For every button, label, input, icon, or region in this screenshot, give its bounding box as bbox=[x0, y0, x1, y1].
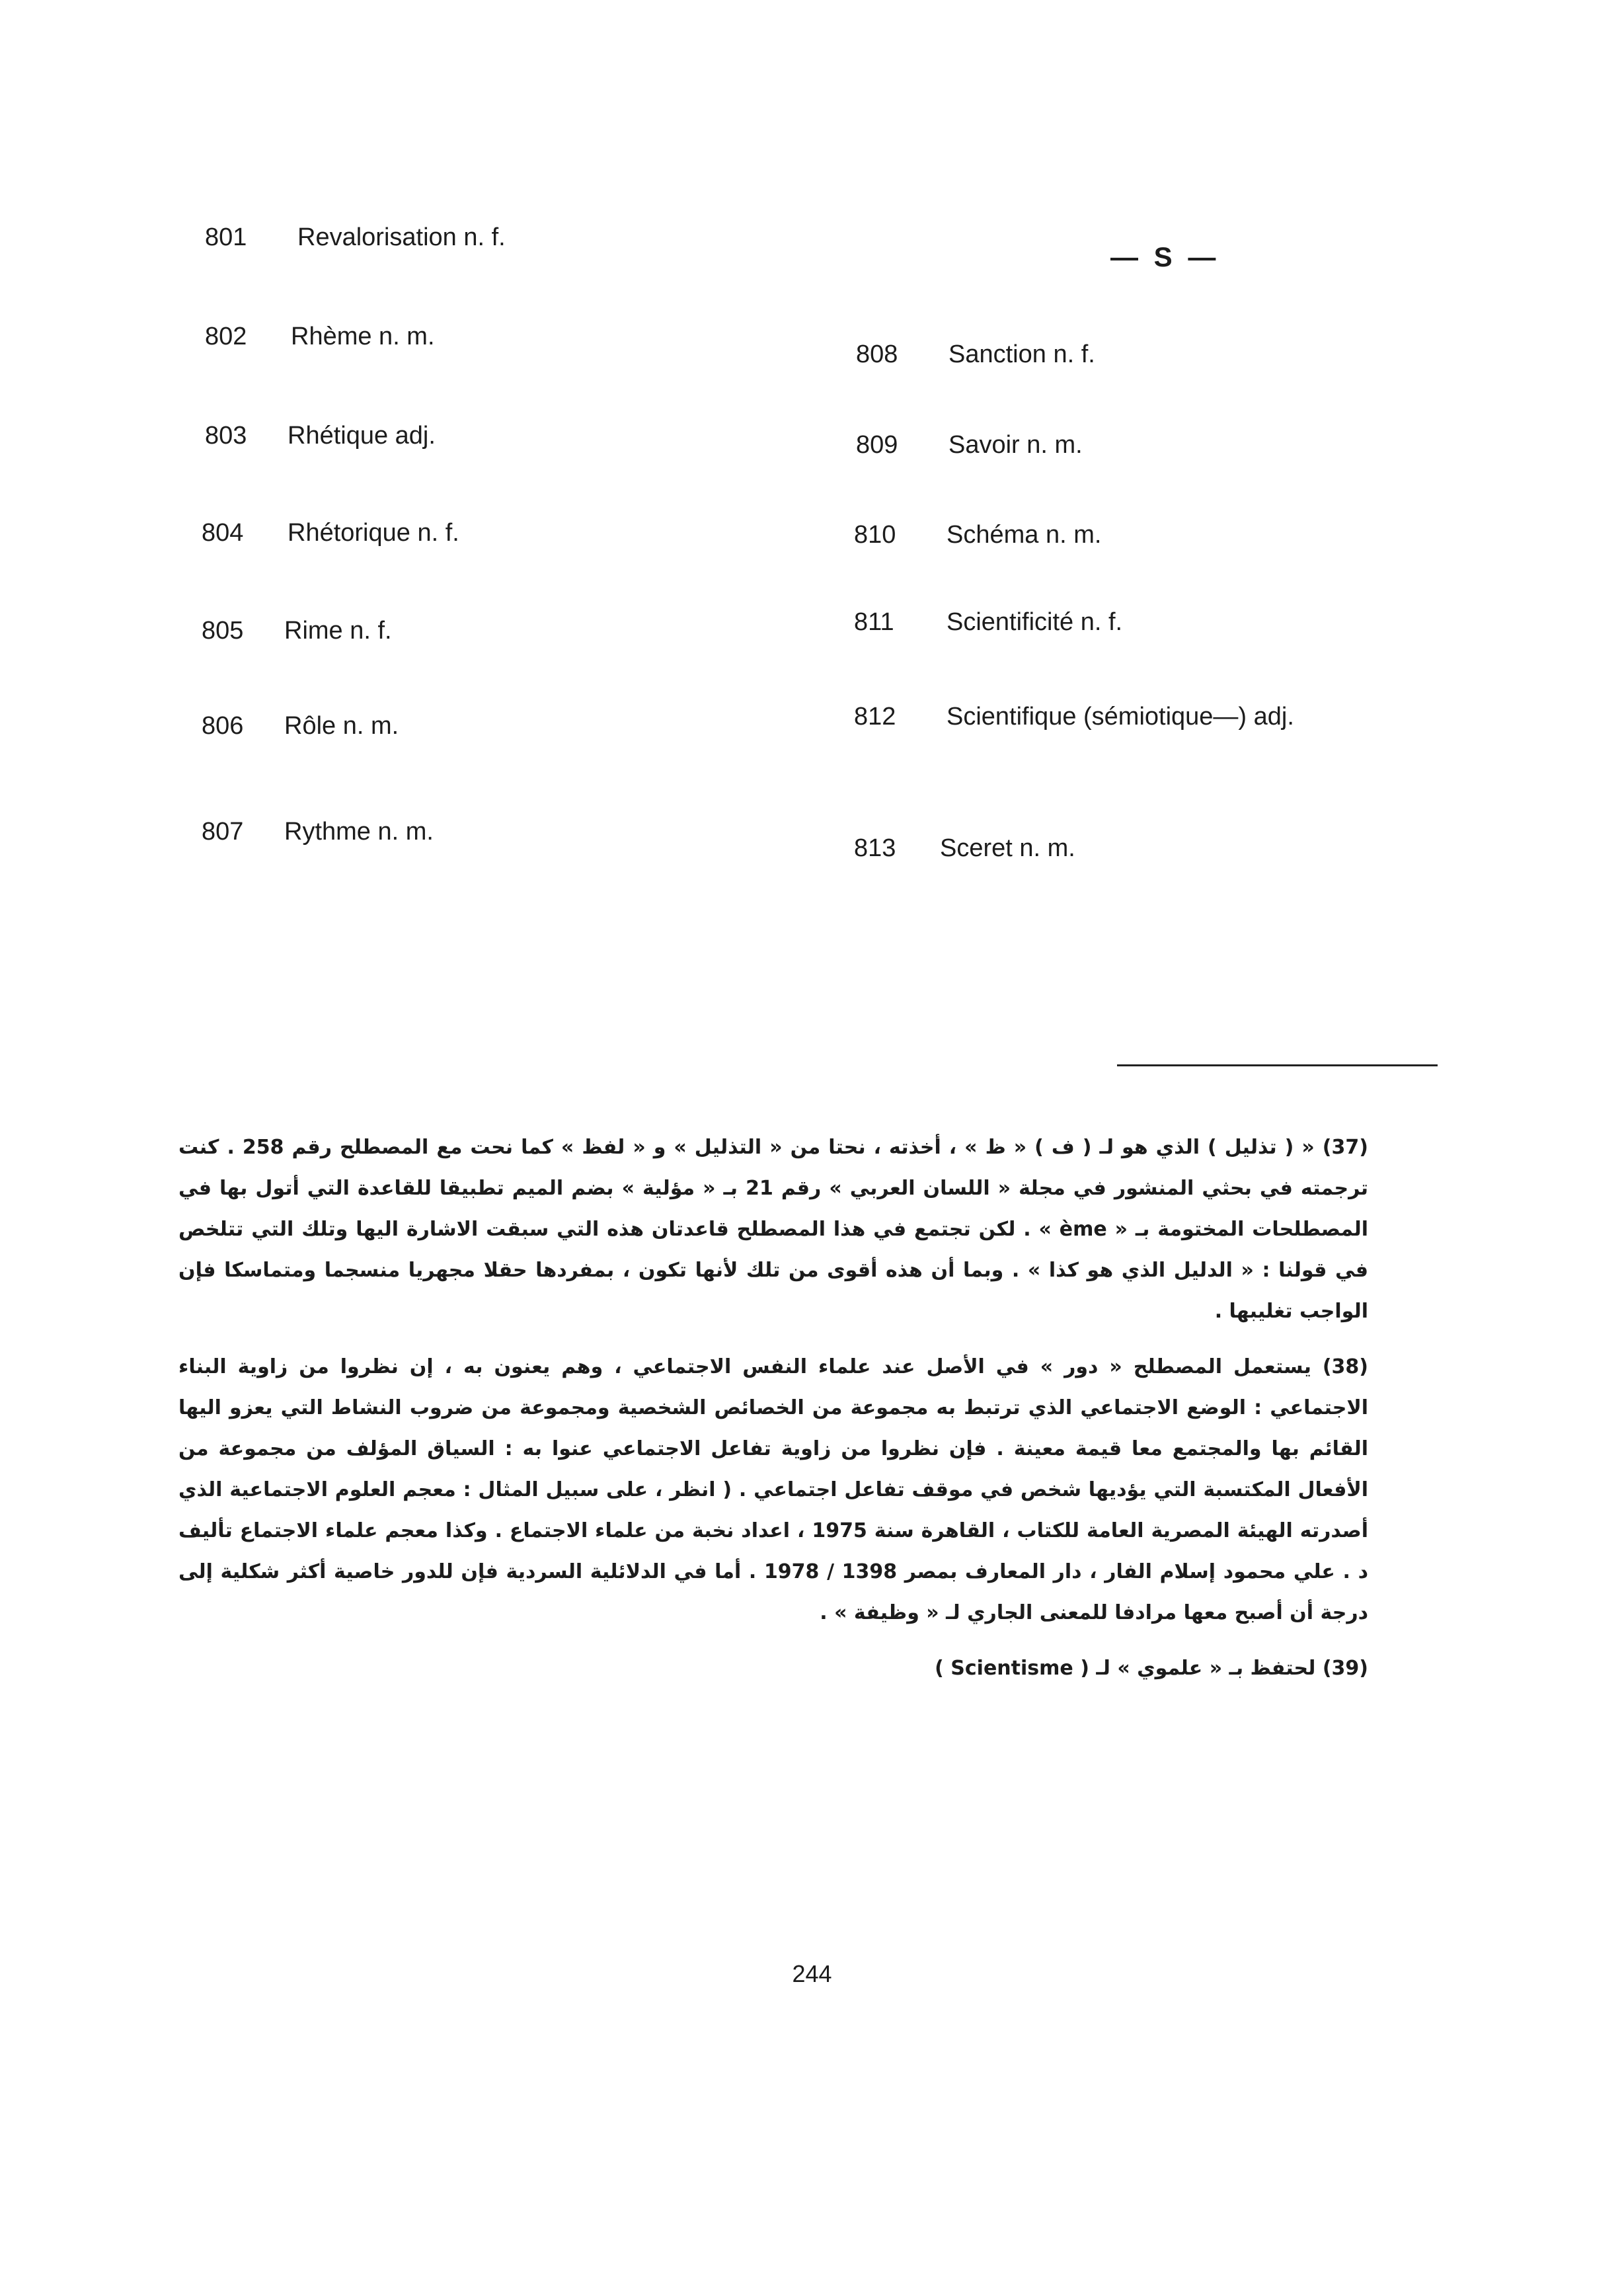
entry-number: 811 bbox=[854, 608, 894, 636]
entry-term: Rhème n. m. bbox=[291, 323, 435, 350]
footnote-37: (37) « ( تذليل ) الذي هو لـ ( ف ) « ظ » ، أخذته ، نحتا من « التذليل » و « لفظ » كما نحت مع المصطلح رقم 258 . كنت ترجمته في بحثي المنشور في مجلة « اللسان العربي » رقم 21 بـ « مؤلية » بضم الميم تطبيقا للقاعدة التي أتول بها في المصطلحات المختومة بـ « ème » . لكن تجتمع في هذا المصطلح قاعدتان هذه التي سبقت الاشارة اليها وتلك التي تتلخص في قولنا : « الدليل الذي هو كذا » . وبما أن هذه أقوى من تلك لأنها تكون ، بمفردها حقلا مجهريا منسجما ومتماسكا فإن الواجب تغليبها . bbox=[178, 1136, 1368, 1323]
entry-number: 805 bbox=[202, 617, 244, 645]
entry-number: 812 bbox=[854, 703, 896, 731]
footnotes bbox=[178, 1127, 1368, 1704]
entry-number: 801 bbox=[205, 223, 247, 251]
entry-number: 804 bbox=[202, 519, 244, 547]
footnote-rule bbox=[1117, 1064, 1438, 1066]
entry-term: Sanction n. f. bbox=[948, 340, 1095, 368]
entry-term: Rôle n. m. bbox=[284, 712, 399, 740]
entry-term: Rhétorique n. f. bbox=[288, 519, 459, 547]
entry-number: 810 bbox=[854, 521, 896, 549]
entry-number: 806 bbox=[202, 712, 244, 740]
footnote-38: (38) يستعمل المصطلح « دور » في الأصل عند علماء النفس الاجتماعي ، وهم يعنون به ، إن نظروا من زاوية البناء الاجتماعي : الوضع الاجتماعي الذي ترتبط به مجموعة من الخصائص الشخصية ومجموعة من ضروب النشاط التي يعزو اليها القائم بها والمجتمع معا قيمة معينة . فإن نظروا من زاوية تفاعل الاجتماعي عنوا به : السياق المؤلف من مجموعة من الأفعال المكتسبة التي يؤديها شخص في موقف تفاعل اجتماعي . ( انظر ، على سبيل المثال : معجم العلوم الاجتماعية الذي أصدرته الهيئة المصرية العامة للكتاب ، القاهرة سنة 1975 ، اعداد نخبة من علماء الاجتماع . وكذا معجم علماء الاجتماع تأليف د . علي محمود إسلام الفار ، دار المعارف بمصر 1398 / 1978 . أما في الدلائلية السردية فإن للدور خاصية أكثر شكلية إلى درجة أن أصبح معها مرادفا للمعنى الجاري لـ « وظيفة » . bbox=[178, 1355, 1369, 1624]
entry-number: 803 bbox=[205, 422, 247, 450]
section-letter: — S — bbox=[1110, 241, 1220, 272]
entry-term: Sceret n. m. bbox=[940, 834, 1075, 862]
footnote-39: (39) لحتفظ بـ « علموي » لـ ( Scientisme ) bbox=[935, 1657, 1368, 1680]
entry-number: 808 bbox=[856, 340, 898, 368]
entry-term: Scientificité n. f. bbox=[947, 608, 1123, 636]
page-number: 244 bbox=[792, 1960, 832, 1987]
entry-number: 813 bbox=[854, 834, 896, 862]
entry-number: 802 bbox=[205, 323, 247, 350]
entry-number: 807 bbox=[202, 818, 244, 846]
entry-term: Revalorisation n. f. bbox=[297, 223, 506, 251]
entry-term: Scientifique (sémiotique—) adj. bbox=[947, 703, 1294, 731]
entry-term: Rime n. f. bbox=[284, 617, 392, 645]
entry-number: 809 bbox=[856, 431, 898, 459]
entry-term: Rythme n. m. bbox=[284, 818, 434, 846]
entry-term: Schéma n. m. bbox=[947, 521, 1102, 549]
entry-term: Rhétique adj. bbox=[288, 422, 436, 450]
entry-term: Savoir n. m. bbox=[948, 431, 1083, 459]
